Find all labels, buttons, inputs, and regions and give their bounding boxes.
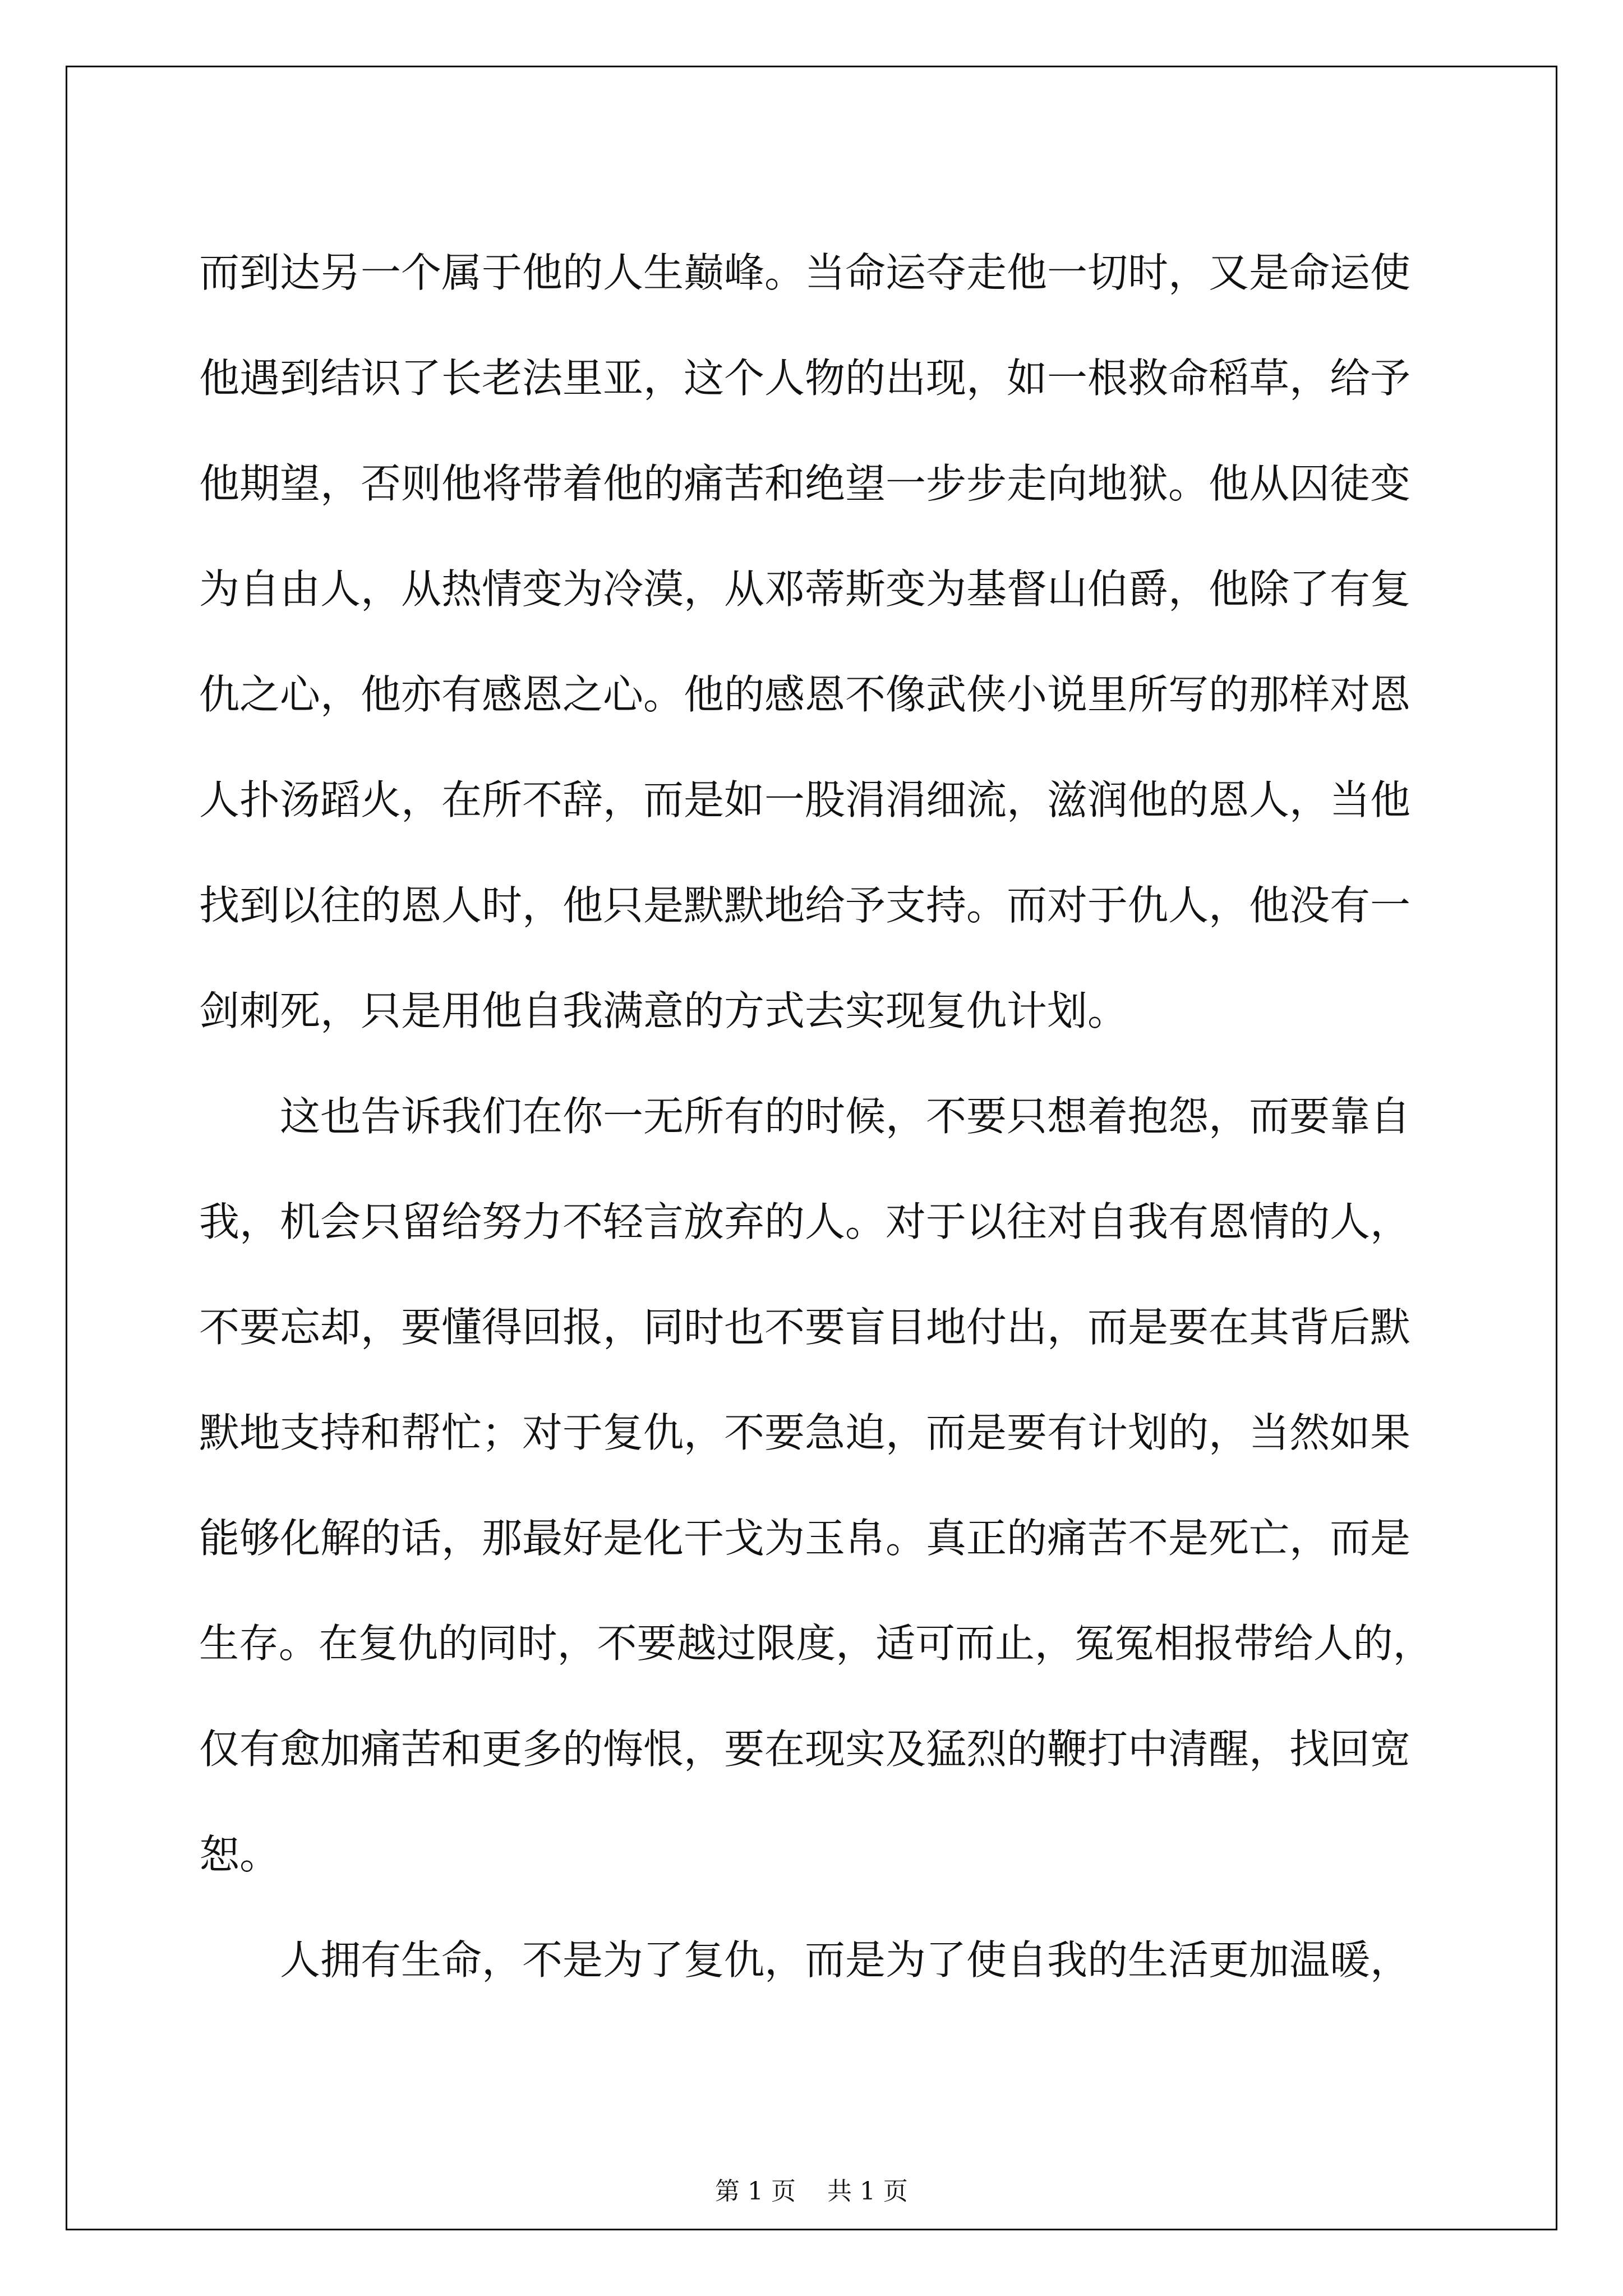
text-line: 我，机会只留给努力不轻言放弃的人。对于以往对自我有恩情的人， — [199, 1198, 1411, 1245]
text-line: 为自由人，从热情变为冷漠，从邓蒂斯变为基督山伯爵，他除了有复 — [199, 565, 1411, 613]
text-line: 找到以往的恩人时，他只是默默地给予支持。而对于仇人，他没有一 — [199, 882, 1411, 929]
text-line: 而到达另一个属于他的人生巅峰。当命运夺走他一切时，又是命运使 — [199, 249, 1411, 296]
text-line: 不要忘却，要懂得回报，同时也不要盲目地付出，而是要在其背后默 — [199, 1304, 1411, 1351]
text-line: 默地支持和帮忙；对于复仇，不要急迫，而是要有计划的，当然如果 — [199, 1409, 1411, 1456]
text-line: 人拥有生命，不是为了复仇，而是为了使自我的生活更加温暖， — [280, 1936, 1411, 1984]
text-line: 仅有愈加痛苦和更多的悔恨，要在现实及猛烈的鞭打中清醒，找回宽 — [199, 1726, 1411, 1773]
text-line: 他期望，否则他将带着他的痛苦和绝望一步步走向地狱。他从囚徒变 — [199, 460, 1411, 507]
text-line: 剑刺死，只是用他自我满意的方式去实现复仇计划。 — [199, 987, 1128, 1034]
text-line: 他遇到结识了长老法里亚，这个人物的出现，如一根救命稻草，给予 — [199, 355, 1411, 402]
text-line: 仇之心，他亦有感恩之心。他的感恩不像武侠小说里所写的那样对恩 — [199, 671, 1411, 718]
text-line: 生存。在复仇的同时，不要越过限度，适可而止，冤冤相报带给人的， — [199, 1620, 1433, 1667]
text-line: 能够化解的话，那最好是化干戈为玉帛。真正的痛苦不是死亡，而是 — [199, 1515, 1411, 1562]
text-line: 这也告诉我们在你一无所有的时候，不要只想着抱怨，而要靠自 — [280, 1093, 1411, 1140]
text-line: 恕。 — [199, 1831, 280, 1878]
document-body — [199, 220, 1433, 2013]
page-footer: 第 1 页 共 1 页 — [715, 2177, 908, 2206]
text-line: 人扑汤蹈火，在所不辞，而是如一股涓涓细流，滋润他的恩人，当他 — [199, 776, 1411, 823]
